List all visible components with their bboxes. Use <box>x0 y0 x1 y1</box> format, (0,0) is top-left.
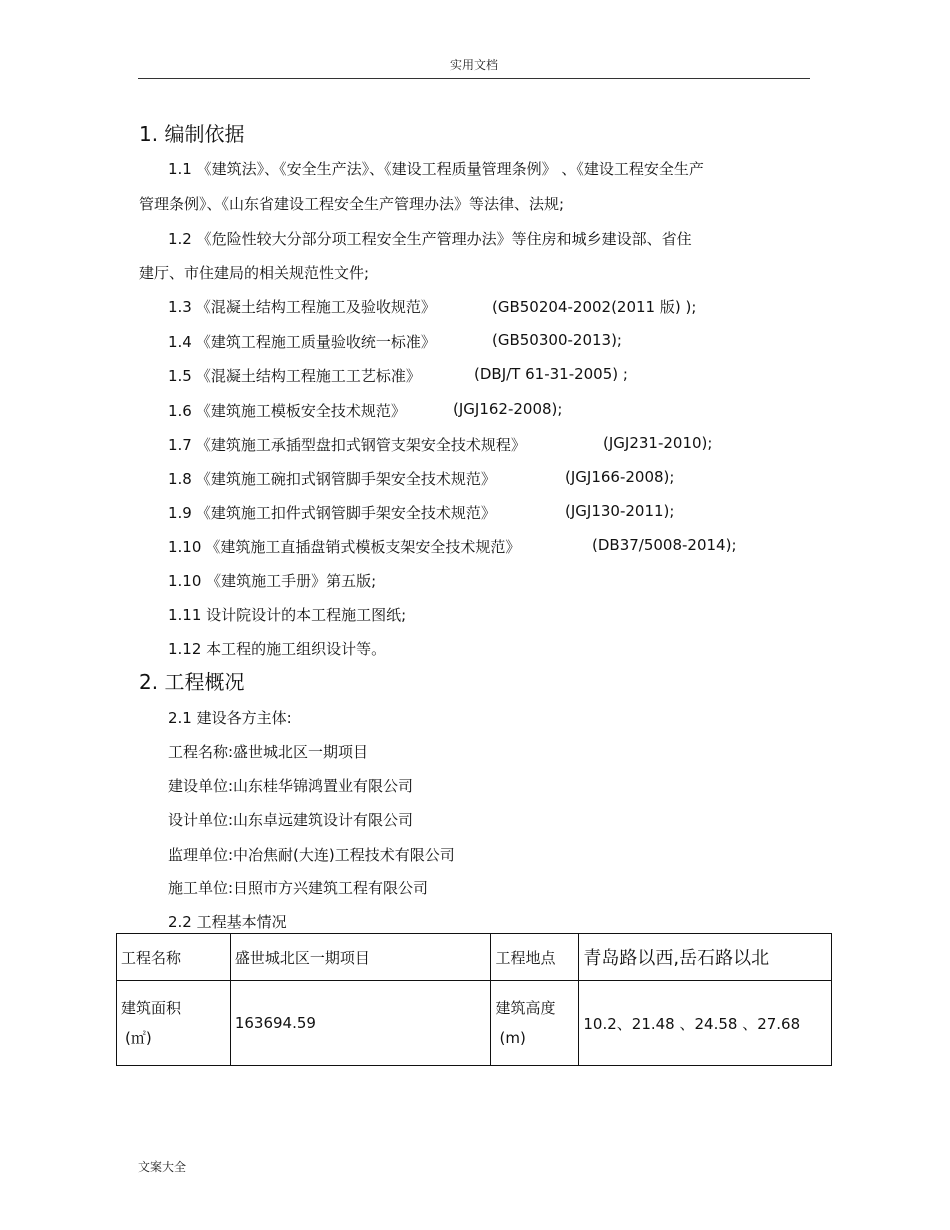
spec-number: 1.10 <box>168 538 202 556</box>
spec-code: (JGJ130-2011); <box>565 502 675 520</box>
spec-name: 《混凝土结构工程施工及验收规范》 <box>195 298 436 316</box>
cell-project-name-value: 盛世城北区一期项目 <box>230 934 491 981</box>
spec-number: 1.8 <box>168 470 192 488</box>
spec-item <box>168 468 868 492</box>
spec-item <box>168 365 868 389</box>
area-unit: (㎡) <box>125 1029 152 1047</box>
height-unit: (m) <box>499 1029 526 1047</box>
cell-location-label: 工程地点 <box>491 934 579 981</box>
item-1-10-handbook: 1.10 《建筑施工手册》第五版; <box>168 572 377 590</box>
party-owner: 建设单位:山东桂华锦鸿置业有限公司 <box>168 777 414 795</box>
section-1-title: 1. 编制依据 <box>139 122 245 146</box>
spec-code: (JGJ162-2008); <box>453 400 563 418</box>
header-rule <box>138 78 810 79</box>
area-label-text: 建筑面积 <box>121 999 182 1017</box>
party-supervisor: 监理单位:中冶焦耐(大连)工程技术有限公司 <box>168 846 455 864</box>
spec-number: 1.3 <box>168 298 192 316</box>
spec-name: 《混凝土结构工程施工工艺标准》 <box>195 367 421 385</box>
party-designer: 设计单位:山东卓远建筑设计有限公司 <box>168 811 414 829</box>
spec-name: 《建筑施工模板安全技术规范》 <box>195 402 406 420</box>
cell-area-label <box>117 981 231 1066</box>
spec-item <box>168 331 868 355</box>
spec-name: 《建筑施工直插盘销式模板支架安全技术规范》 <box>205 538 521 556</box>
spec-code: (DBJ/T 61-31-2005) ; <box>474 365 628 383</box>
item-1-2-line2: 建厅、市住建局的相关规范性文件; <box>139 264 370 282</box>
item-1-1-line1: 1.1 《建筑法》、《安全生产法》、《建设工程质量管理条例》 、《建设工程安全生产 <box>168 160 704 178</box>
spec-name: 《建筑施工碗扣式钢管脚手架安全技术规范》 <box>195 470 496 488</box>
height-label-text: 建筑高度 <box>495 999 556 1017</box>
page-footer: 文案大全 <box>138 1160 187 1174</box>
spec-code: (JGJ231-2010); <box>603 434 713 452</box>
spec-item <box>168 434 868 458</box>
sub-2-2-title: 2.2 工程基本情况 <box>168 913 287 931</box>
item-1-12: 1.12 本工程的施工组织设计等。 <box>168 640 387 658</box>
cell-project-name-label: 工程名称 <box>117 934 231 981</box>
spec-name: 《建筑施工扣件式钢管脚手架安全技术规范》 <box>195 504 496 522</box>
section-2-title: 2. 工程概况 <box>139 670 245 694</box>
page-header: 实用文档 <box>449 58 498 72</box>
cell-height-label <box>491 981 579 1066</box>
spec-name: 《建筑施工承插型盘扣式钢管支架安全技术规程》 <box>195 436 526 454</box>
spec-item <box>168 536 868 560</box>
table-row <box>117 981 832 1066</box>
spec-item <box>168 296 868 320</box>
table-row <box>117 934 832 981</box>
spec-code: (DB37/5008-2014); <box>592 536 737 554</box>
sub-2-1-title: 2.1 建设各方主体: <box>168 709 292 727</box>
spec-number: 1.9 <box>168 504 192 522</box>
party-project-name: 工程名称:盛世城北区一期项目 <box>168 743 369 761</box>
item-1-2-line1: 1.2 《危险性较大分部分项工程安全生产管理办法》等住房和城乡建设部、省住 <box>168 230 692 248</box>
spec-code: (GB50300-2013); <box>492 331 622 349</box>
item-1-11: 1.11 设计院设计的本工程施工图纸; <box>168 606 407 624</box>
cell-height-value: 10.2、21.48 、24.58 、27.68 <box>579 981 832 1066</box>
spec-code: (GB50204-2002(2011 版) ); <box>492 298 697 316</box>
project-info-table <box>116 933 832 1066</box>
spec-code: (JGJ166-2008); <box>565 468 675 486</box>
item-1-1-line2: 管理条例》、《山东省建设工程安全生产管理办法》等法律、法规; <box>139 195 565 213</box>
spec-number: 1.4 <box>168 333 192 351</box>
spec-number: 1.6 <box>168 402 192 420</box>
cell-location-value: 青岛路以西,岳石路以北 <box>579 934 832 981</box>
party-contractor: 施工单位:日照市方兴建筑工程有限公司 <box>168 879 429 897</box>
spec-item <box>168 400 868 424</box>
spec-item <box>168 502 868 526</box>
cell-area-value: 163694.59 <box>230 981 491 1066</box>
spec-number: 1.7 <box>168 436 192 454</box>
spec-number: 1.5 <box>168 367 192 385</box>
spec-name: 《建筑工程施工质量验收统一标准》 <box>195 333 436 351</box>
